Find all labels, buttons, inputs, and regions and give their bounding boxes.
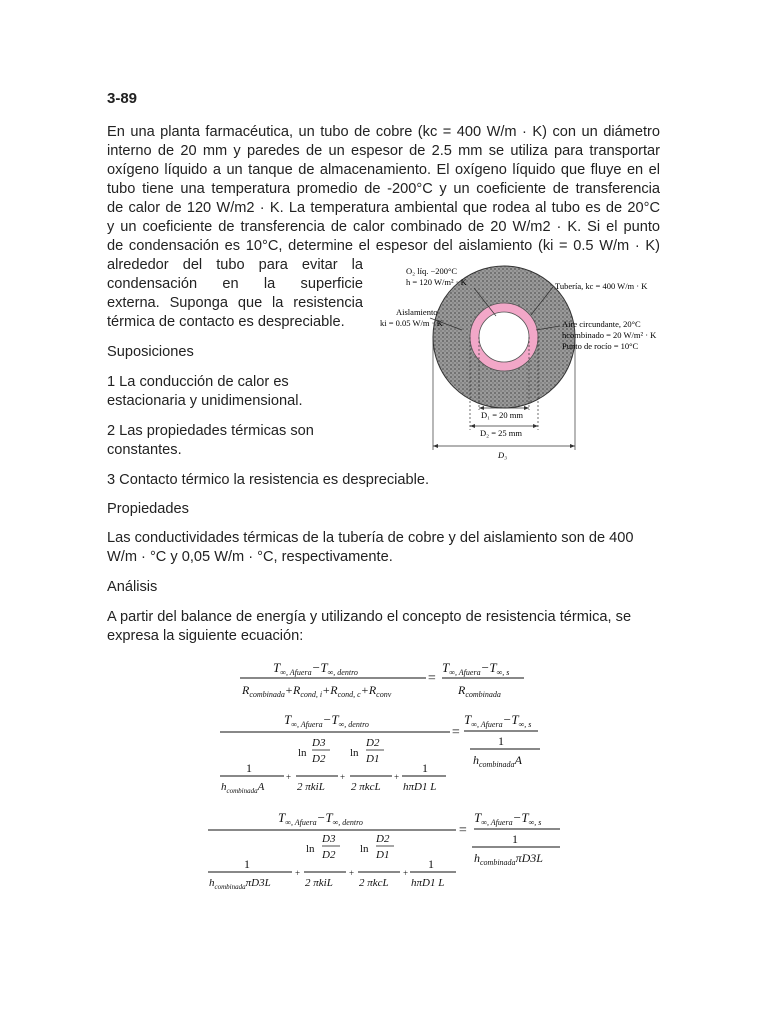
svg-text:1: 1 [246, 761, 252, 775]
statement-line: oxígeno líquido a un tanque de almacenamiento. El oxígeno líquido que fluye en el [107, 162, 660, 178]
svg-text:hπD1 L: hπD1 L [403, 781, 437, 793]
assumption-item: 3 Contacto térmico la resistencia es despreciable. [107, 472, 430, 488]
svg-text:+: + [340, 772, 346, 782]
pipe-cross-section-figure [370, 260, 670, 465]
svg-text:2 πkcL: 2 πkcL [351, 781, 381, 793]
equation-1 [240, 660, 524, 699]
svg-text:T∞, Afuera−T∞, dentro: $T_{\infty, Afuera}-T_{\infty, dentro}$ [284, 712, 369, 729]
svg-text:=: = [451, 725, 461, 740]
pipe-label: Tubería, kc = 400 W/m · K [555, 281, 648, 291]
equation-3 [208, 810, 560, 891]
svg-text:D2: D2 [366, 737, 380, 749]
statement-line: alrededor del tubo para evitar la [107, 257, 363, 273]
svg-text:D2: D2 [312, 753, 326, 765]
air-label: Aire circundante, 20°C [562, 319, 641, 329]
statement-line: interno de 20 mm y paredes de un espesor de 2.5 mm se utiliza para transportar [107, 143, 660, 159]
equation-2 [220, 712, 540, 795]
svg-text:D1: D1 [376, 849, 390, 861]
svg-text:ln: ln [298, 747, 307, 759]
svg-text:hπD1 L: hπD1 L [411, 877, 445, 889]
svg-text:Rcombinada+Rcond, i+Rcond, c+R: $R_{combinada}+R_{cond, i}+R_{cond, c}+R_{conv}$ [242, 683, 392, 699]
o2-label: O₂ líq. −200°C [406, 266, 458, 276]
svg-text:ln: ln [350, 747, 359, 759]
svg-text:+: + [295, 868, 301, 878]
svg-text:+: + [349, 868, 355, 878]
svg-text:2 πkiL: 2 πkiL [297, 781, 325, 793]
statement-line: tubo tiene una temperatura promedio de -200°C y un coeficiente de transferencia [107, 181, 660, 197]
svg-text:D2: D2 [322, 849, 336, 861]
o2-h-label: h = 120 W/m² · K [406, 277, 467, 287]
svg-text:+: + [394, 772, 400, 782]
statement-line: de condensación es 10°C, determine el espesor del aislamiento (ki = 0.5 W/m · K) [107, 238, 660, 254]
svg-text:1: 1 [512, 832, 518, 846]
svg-text:+: + [286, 772, 292, 782]
properties-text: Las conductividades térmicas de la tubería de cobre y del aislamiento son de 400 W/m · °C y 0,05 W/m · °C, respectivamente. [107, 530, 634, 565]
svg-text:+: + [403, 868, 409, 878]
assumptions-title: Suposiciones [107, 344, 194, 360]
svg-text:T∞, Afuera−T∞, dentro: $T_{\infty, Afuera}-T_{\infty, dentro}$ [278, 810, 363, 827]
analysis-title: Análisis [107, 579, 158, 595]
svg-text:T∞, Afuera−T∞, dentro: $T_{\infty, Afuera}-T_{\infty, dentro}$ [273, 660, 358, 677]
svg-text:1: 1 [422, 761, 428, 775]
assumption-item: 1 La conducción de calor es estacionaria y unidimensional. [107, 374, 303, 409]
pipe-bore [479, 312, 529, 362]
insulation-label: Aislamiento [396, 307, 438, 317]
svg-text:Rcombinada: $R_{combinada}$ [458, 683, 501, 699]
statement-line: de calor de 120 W/m2 · K. La temperatura ambiental que rodea al tubo es de 20°C [107, 200, 660, 216]
svg-text:T∞, Afuera−T∞, s: $T_{\infty, Afuera}-T_{\infty, s}$ [474, 810, 542, 827]
dew-point-label: Punto de rocío = 10°C [562, 341, 639, 351]
svg-text:1: 1 [428, 857, 434, 871]
svg-text:ln: ln [360, 843, 369, 855]
svg-text:hcombinadaπD3L: $h_{combinada}\pi D3L$ [474, 851, 543, 867]
d3-label: D₃ [498, 450, 508, 460]
svg-text:1: 1 [498, 734, 504, 748]
d1-label: D₁ = 20 mm [481, 410, 523, 420]
svg-text:T∞, Afuera−T∞, s: $T_{\infty, Afuera}-T_{\infty, s}$ [464, 712, 532, 729]
svg-text:1: 1 [244, 857, 250, 871]
assumption-item: 2 Las propiedades térmicas son constantes. [107, 423, 314, 458]
svg-text:hcombinadaA: $h_{combinada}A$ [221, 781, 265, 795]
svg-text:2 πkiL: 2 πkiL [305, 877, 333, 889]
statement-line: y un coeficiente de transferencia de calor combinado de 20 W/m2 · K. Si el punto [107, 219, 660, 235]
svg-text:D3: D3 [322, 833, 336, 845]
air-h-label: hcombinado = 20 W/m² · K [562, 330, 657, 340]
svg-text:2 πkcL: 2 πkcL [359, 877, 389, 889]
svg-text:hcombinadaA: $h_{combinada}A$ [473, 753, 522, 769]
svg-text:hcombinadaπD3L: $h_{combinada}\pi D3L$ [209, 877, 271, 891]
svg-text:ln: ln [306, 843, 315, 855]
equations-block [200, 650, 570, 900]
svg-text:T∞, Afuera−T∞, s: $T_{\infty, Afuera}-T_{\infty, s}$ [442, 660, 510, 677]
statement-line: externa. Suponga que la resistencia [107, 295, 363, 311]
d2-label: D₂ = 25 mm [480, 428, 522, 438]
svg-text:D2: D2 [376, 833, 390, 845]
insulation-k-label: ki = 0.05 W/m · K [380, 318, 443, 328]
problem-number: 3-89 [107, 90, 138, 107]
analysis-text: A partir del balance de energía y utilizando el concepto de resistencia térmica, se expresa la siguiente ecuación: [107, 609, 632, 644]
svg-text:D3: D3 [312, 737, 326, 749]
properties-title: Propiedades [107, 501, 189, 517]
svg-text:=: = [458, 823, 468, 838]
statement-line: En una planta farmacéutica, un tubo de cobre (kc = 400 W/m · K) con un diámetro [107, 124, 660, 140]
statement-line: térmica de contacto es despreciable. [107, 314, 345, 330]
svg-text:=: = [427, 671, 437, 686]
svg-text:D1: D1 [366, 753, 380, 765]
statement-line: condensación en la superficie [107, 276, 363, 292]
